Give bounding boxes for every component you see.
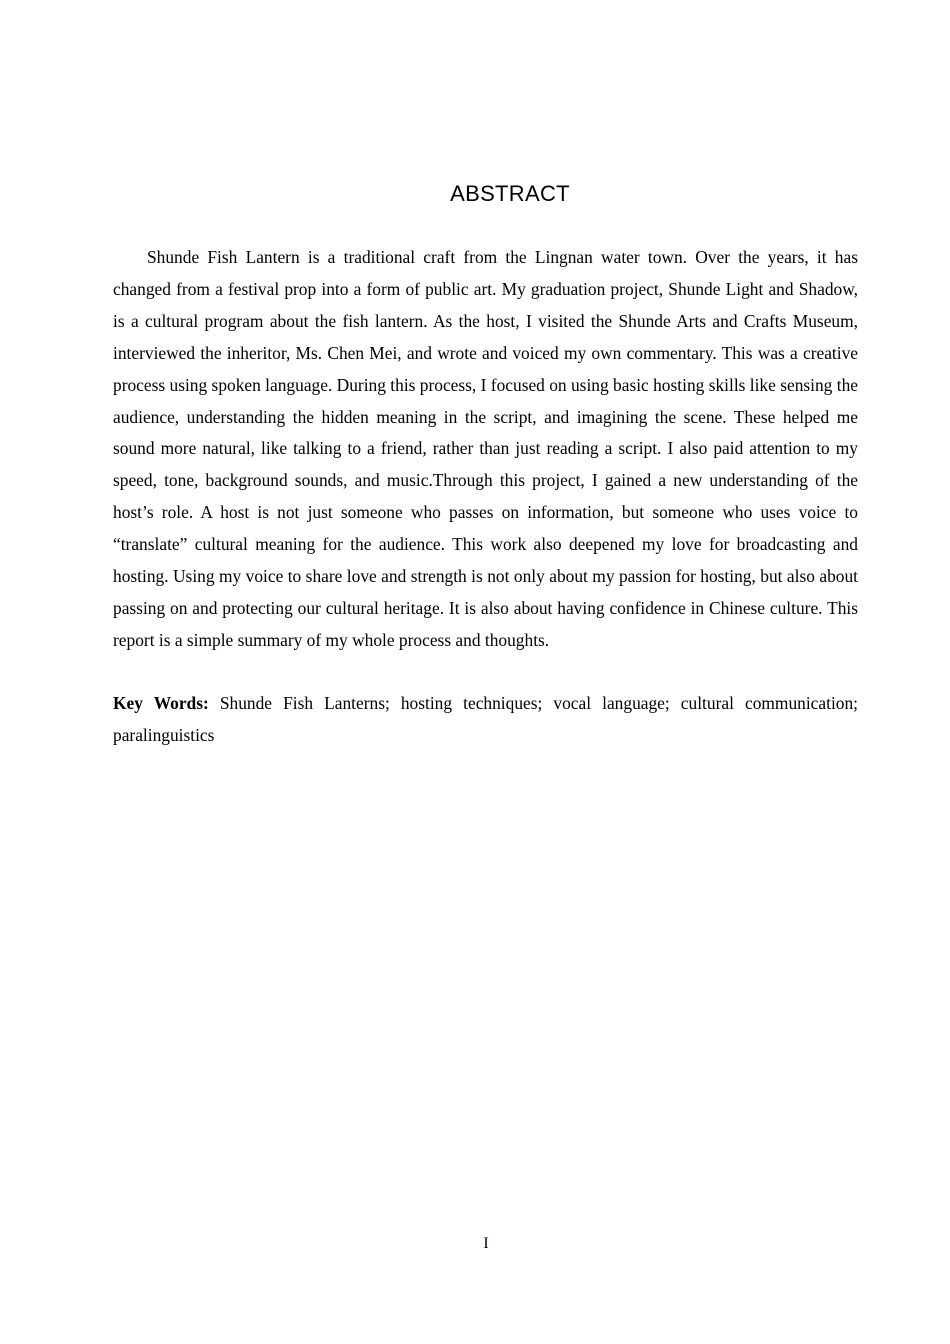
abstract-title: ABSTRACT — [450, 181, 570, 206]
page-number: I — [483, 1235, 489, 1252]
keywords-text: Shunde Fish Lanterns; hosting techniques; vocal language; cultural communication; paralinguistics — [113, 693, 858, 745]
abstract-body: Shunde Fish Lantern is a traditional craft from the Lingnan water town. Over the years, it has changed from a festival prop into a form of public art. My graduation project, Shunde Light and Shadow, is a cultural program about the fish lantern. As the host, I visited the Shunde Arts and Crafts Museum, interviewed the inheritor, Ms. Chen Mei, and wrote and voiced my own commentary. This was a creative process using spoken language. During this process, I focused on using basic hosting skills like sensing the audience, understanding the hidden meaning in the script, and imagining the scene. These helped me sound more natural, like talking to a friend, rather than just reading a script. I also paid attention to my speed, tone, background sounds, and music.Through this project, I gained a new understanding of the host’s role. A host is not just someone who passes on information, but someone who uses voice to “translate” cultural meaning for the audience. This work also deepened my love for broadcasting and hosting. Using my voice to share love and strength is not only about my passion for hosting, but also about passing on and protecting our cultural heritage. It is also about having confidence in Chinese culture. This report is a simple summary of my whole process and thoughts. — [113, 247, 858, 650]
keywords-paragraph — [113, 688, 858, 752]
keywords-label: Key Words: — [113, 693, 209, 713]
